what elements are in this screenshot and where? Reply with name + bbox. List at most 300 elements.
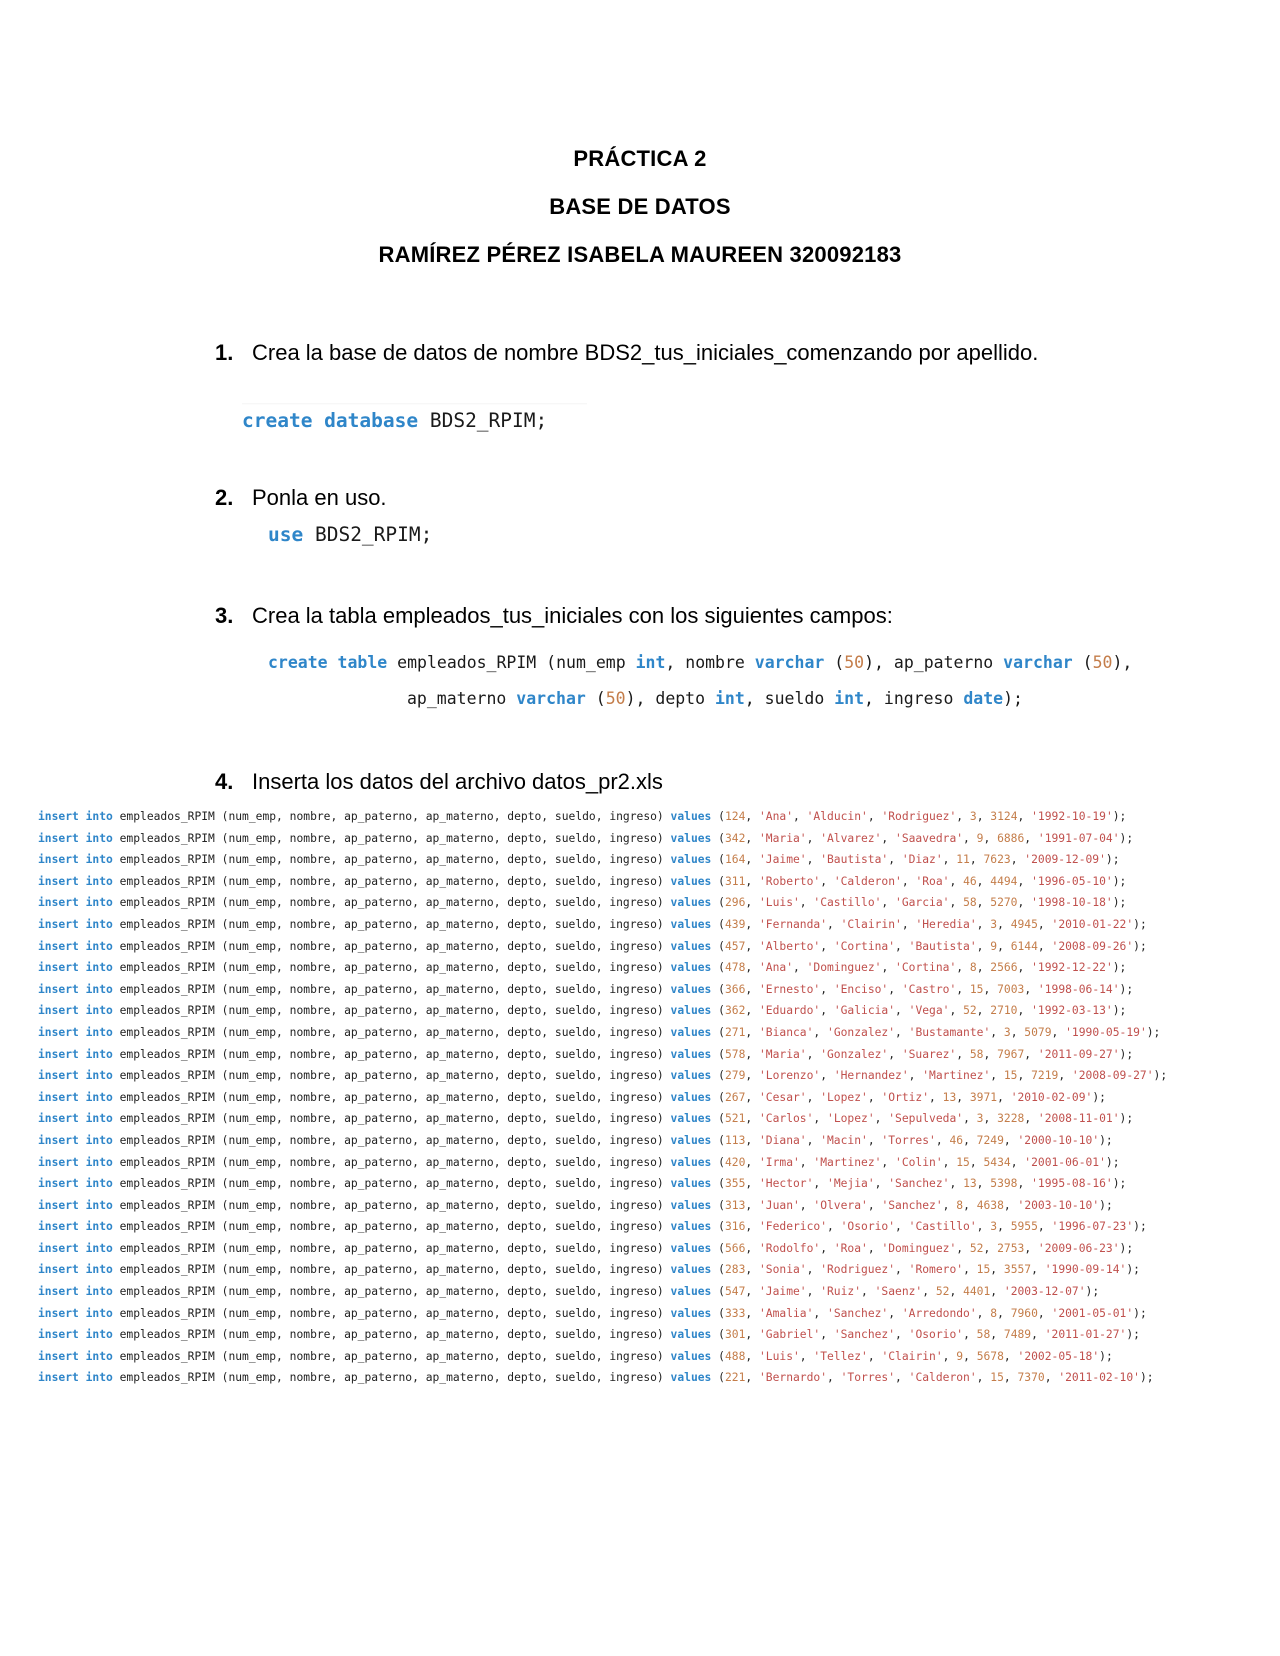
sql-string: 'Dominguez' xyxy=(806,961,882,975)
sql-punct: , xyxy=(976,1220,991,1234)
code-keyword: varchar xyxy=(516,689,586,708)
sql-punct: ); xyxy=(1133,1306,1147,1320)
sql-string: 'Torres' xyxy=(881,1133,936,1147)
sql-string: 'Suarez' xyxy=(901,1047,957,1061)
sql-punct: , xyxy=(997,1306,1011,1320)
sql-punct: , xyxy=(990,1263,1004,1277)
code-keyword: int xyxy=(714,689,745,708)
sql-keyword: values xyxy=(670,853,712,867)
sql-punct: , xyxy=(969,1155,984,1169)
sql-keyword: values xyxy=(670,961,712,975)
insert-statement xyxy=(38,1216,1167,1238)
code-keyword: int xyxy=(834,689,865,708)
sql-punct: , xyxy=(820,1241,834,1255)
sql-string: '2008-11-01' xyxy=(1037,1112,1120,1126)
sql-string: '2001-05-01' xyxy=(1051,1306,1134,1320)
sql-number: 362 xyxy=(724,1004,746,1018)
sql-punct: ( xyxy=(711,1177,725,1191)
sql-string: 'Colin' xyxy=(895,1155,943,1169)
sql-string: '1990-05-19' xyxy=(1065,1025,1147,1039)
sql-punct: , xyxy=(806,853,821,867)
sql-keyword: insert into xyxy=(38,1306,113,1320)
sql-punct: , xyxy=(1003,1198,1018,1212)
sql-keyword: insert into xyxy=(38,1155,113,1169)
sql-punct: , xyxy=(820,982,834,996)
sql-punct: , xyxy=(976,896,991,910)
code-token: , nombre xyxy=(665,653,755,672)
sql-table-columns: empleados_RPIM (num_emp, nombre, ap_paterno, ap_materno, depto, sueldo, ingreso) xyxy=(112,961,671,975)
sql-string: 'Sepulveda' xyxy=(888,1112,964,1126)
sql-punct: , xyxy=(949,1177,964,1191)
sql-punct: , xyxy=(820,1328,834,1342)
sql-string: 'Ortiz' xyxy=(881,1090,930,1104)
sql-string: 'Cortina' xyxy=(833,939,896,953)
sql-string: 'Saenz' xyxy=(874,1285,923,1299)
sql-punct: , xyxy=(745,831,759,845)
sql-punct: , xyxy=(963,1349,977,1363)
sql-string: 'Diaz' xyxy=(901,853,943,867)
sql-punct: , xyxy=(881,961,896,975)
step-text: Ponla en uso. xyxy=(252,485,387,510)
sql-punct: , xyxy=(806,1047,821,1061)
sql-punct: ( xyxy=(711,1241,725,1255)
insert-statement xyxy=(38,1044,1167,1066)
sql-number: 7489 xyxy=(1003,1328,1032,1342)
sql-punct: ( xyxy=(711,1133,725,1147)
sql-punct: , xyxy=(820,1004,834,1018)
sql-number: 311 xyxy=(724,874,746,888)
sql-number: 547 xyxy=(724,1285,746,1299)
sql-keyword: values xyxy=(670,1133,712,1147)
sql-punct: ( xyxy=(711,831,725,845)
sql-table-columns: empleados_RPIM (num_emp, nombre, ap_paterno, ap_materno, depto, sueldo, ingreso) xyxy=(112,896,671,910)
sql-punct: ( xyxy=(711,1263,725,1277)
sql-punct: , xyxy=(1017,961,1032,975)
sql-number: 124 xyxy=(724,810,746,823)
sql-number: 342 xyxy=(724,831,746,845)
insert-statement xyxy=(38,1130,1167,1152)
sql-string: 'Rodriguez' xyxy=(881,810,957,823)
sql-keyword: insert into xyxy=(38,1220,113,1234)
sql-string: 'Roberto' xyxy=(758,874,821,888)
sql-punct: , xyxy=(1024,1112,1038,1126)
sql-punct: , xyxy=(1017,1004,1032,1018)
sql-string: 'Gabriel' xyxy=(758,1328,821,1342)
code-token: 50 xyxy=(844,653,865,672)
sql-string: 'Sonia' xyxy=(758,1263,807,1277)
sql-number: 15 xyxy=(969,982,984,996)
code-keyword: date xyxy=(963,689,1004,708)
sql-punct: ( xyxy=(711,1090,725,1104)
step-text: Crea la base de datos de nombre BDS2_tus_iniciales_comenzando por apellido. xyxy=(252,340,1039,365)
sql-string: 'Rodolfo' xyxy=(758,1241,821,1255)
sql-number: 296 xyxy=(724,896,746,910)
sql-punct: , xyxy=(745,1328,759,1342)
sql-punct: ( xyxy=(711,1198,725,1212)
sql-punct: ); xyxy=(1112,874,1127,888)
sql-punct: , xyxy=(745,1090,759,1104)
sql-string: 'Heredia' xyxy=(915,917,977,931)
sql-number: 2710 xyxy=(990,1004,1018,1018)
sql-punct: ( xyxy=(711,1328,725,1342)
sql-string: 'Alberto' xyxy=(758,939,821,953)
sql-number: 46 xyxy=(963,874,977,888)
sql-punct: , xyxy=(1024,982,1038,996)
sql-number: 221 xyxy=(724,1371,746,1385)
sql-number: 6886 xyxy=(997,831,1025,845)
code-token: ( xyxy=(585,689,606,708)
sql-table-columns: empleados_RPIM (num_emp, nombre, ap_paterno, ap_materno, depto, sueldo, ingreso) xyxy=(112,1025,671,1039)
sql-punct: , xyxy=(1037,917,1052,931)
sql-keyword: insert into xyxy=(38,810,113,823)
sql-string: '2003-10-10' xyxy=(1017,1198,1100,1212)
sql-string: 'Roa' xyxy=(915,874,950,888)
sql-punct: , xyxy=(1037,1220,1052,1234)
sql-punct: , xyxy=(929,1090,943,1104)
insert-statement xyxy=(38,979,1167,1001)
sql-punct: , xyxy=(867,810,882,823)
sql-punct: , xyxy=(813,1177,828,1191)
sql-table-columns: empleados_RPIM (num_emp, nombre, ap_paterno, ap_materno, depto, sueldo, ingreso) xyxy=(112,1328,671,1342)
sql-string: '1998-06-14' xyxy=(1037,982,1120,996)
sql-string: 'Hernandez' xyxy=(833,1069,909,1083)
sql-punct: , xyxy=(949,896,964,910)
sql-punct: , xyxy=(745,1263,759,1277)
sql-table-columns: empleados_RPIM (num_emp, nombre, ap_paterno, ap_materno, depto, sueldo, ingreso) xyxy=(112,853,671,867)
page-subtitle: BASE DE DATOS xyxy=(549,194,731,219)
sql-string: '2011-09-27' xyxy=(1037,1047,1120,1061)
sql-string: 'Ana' xyxy=(758,810,793,823)
sql-string: 'Bautista' xyxy=(820,853,889,867)
sql-string: 'Castro' xyxy=(901,982,957,996)
sql-number: 478 xyxy=(724,961,746,975)
sql-punct: , xyxy=(881,1155,896,1169)
sql-keyword: values xyxy=(670,1025,712,1039)
sql-keyword: values xyxy=(670,1285,712,1299)
sql-number: 439 xyxy=(724,917,746,931)
sql-keyword: insert into xyxy=(38,1090,113,1104)
sql-number: 15 xyxy=(1003,1069,1018,1083)
sql-number: 4945 xyxy=(1010,917,1038,931)
sql-punct: , xyxy=(888,1047,902,1061)
insert-statement xyxy=(38,806,1167,828)
sql-punct: ( xyxy=(711,1112,725,1126)
insert-statement xyxy=(38,1022,1167,1044)
sql-table-columns: empleados_RPIM (num_emp, nombre, ap_paterno, ap_materno, depto, sueldo, ingreso) xyxy=(112,1349,671,1363)
sql-punct: , xyxy=(745,1285,759,1299)
sql-string: 'Martinez' xyxy=(922,1069,991,1083)
sql-string: 'Sanchez' xyxy=(888,1177,950,1191)
sql-punct: , xyxy=(976,874,991,888)
sql-string: 'Jaime' xyxy=(758,1285,807,1299)
sql-punct: , xyxy=(793,961,807,975)
sql-punct: , xyxy=(949,1004,964,1018)
sql-punct: , xyxy=(1031,1263,1045,1277)
sql-number: 457 xyxy=(724,939,746,953)
sql-number: 7249 xyxy=(976,1133,1004,1147)
sql-keyword: insert into xyxy=(38,1004,113,1018)
sql-punct: ( xyxy=(711,896,725,910)
sql-string: '2001-06-01' xyxy=(1024,1155,1106,1169)
sql-punct: , xyxy=(827,917,841,931)
insert-statement xyxy=(38,849,1167,871)
sql-string: 'Calderon' xyxy=(833,874,902,888)
sql-number: 566 xyxy=(724,1241,746,1255)
sql-string: 'Martinez' xyxy=(813,1155,882,1169)
code-token: , ingreso xyxy=(864,689,964,708)
sql-number: 7623 xyxy=(983,853,1011,867)
sql-punct: , xyxy=(888,1306,902,1320)
sql-string: '2000-10-10' xyxy=(1017,1133,1100,1147)
sql-table-columns: empleados_RPIM (num_emp, nombre, ap_paterno, ap_materno, depto, sueldo, ingreso) xyxy=(112,1241,671,1255)
insert-statement xyxy=(38,1152,1167,1174)
sql-keyword: values xyxy=(670,1177,712,1191)
sql-number: 333 xyxy=(724,1306,746,1320)
sql-string: 'Bernardo' xyxy=(758,1371,827,1385)
sql-keyword: values xyxy=(670,810,712,823)
sql-punct: ( xyxy=(711,1155,725,1169)
sql-string: 'Torres' xyxy=(840,1371,896,1385)
sql-punct: ); xyxy=(1139,1371,1154,1385)
sql-string: '2009-12-09' xyxy=(1024,853,1106,867)
sql-punct: , xyxy=(1010,1025,1025,1039)
sql-punct: , xyxy=(942,1155,957,1169)
sql-string: '2011-01-27' xyxy=(1044,1328,1127,1342)
insert-statement xyxy=(38,1303,1167,1325)
sql-number: 58 xyxy=(969,1047,984,1061)
code-token: ); xyxy=(1003,689,1023,708)
sql-number: 52 xyxy=(963,1004,977,1018)
sql-string: 'Dominguez' xyxy=(881,1241,957,1255)
sql-number: 15 xyxy=(990,1371,1004,1385)
sql-string: 'Fernanda' xyxy=(758,917,827,931)
sql-punct: , xyxy=(990,1025,1004,1039)
sql-string: 'Olvera' xyxy=(813,1198,868,1212)
sql-punct: , xyxy=(806,1285,821,1299)
step-number: 2. xyxy=(215,485,234,510)
sql-table-columns: empleados_RPIM (num_emp, nombre, ap_paterno, ap_materno, depto, sueldo, ingreso) xyxy=(112,917,671,931)
sql-number: 113 xyxy=(724,1133,746,1147)
sql-punct: , xyxy=(922,1285,936,1299)
sql-punct: , xyxy=(976,810,991,823)
code-token: ( xyxy=(824,653,845,672)
step-number: 3. xyxy=(215,603,234,628)
sql-punct: ); xyxy=(1119,1241,1134,1255)
sql-punct: , xyxy=(949,1285,964,1299)
sql-punct: ( xyxy=(711,917,725,931)
sql-punct: , xyxy=(1044,1371,1059,1385)
sql-keyword: values xyxy=(670,1349,712,1363)
sql-number: 46 xyxy=(949,1133,964,1147)
step-text: Crea la tabla empleados_tus_iniciales con los siguientes campos: xyxy=(252,603,893,628)
code-keyword: create table xyxy=(268,653,388,672)
sql-punct: , xyxy=(976,1371,991,1385)
sql-punct: , xyxy=(956,961,970,975)
sql-number: 52 xyxy=(935,1285,950,1299)
sql-punct: ); xyxy=(1105,853,1120,867)
sql-punct: , xyxy=(990,1285,1004,1299)
sql-number: 7370 xyxy=(1017,1371,1045,1385)
sql-punct: , xyxy=(895,1220,909,1234)
sql-number: 58 xyxy=(963,896,977,910)
sql-string: 'Osorio' xyxy=(908,1328,964,1342)
sql-keyword: values xyxy=(670,831,712,845)
sql-punct: , xyxy=(881,896,896,910)
step-2 xyxy=(215,483,1075,513)
insert-statement xyxy=(38,1367,1167,1389)
sql-keyword: values xyxy=(670,1112,712,1126)
sql-string: 'Bianca' xyxy=(758,1025,814,1039)
sql-punct: , xyxy=(745,1025,759,1039)
sql-string: 'Cesar' xyxy=(758,1090,807,1104)
sql-punct: , xyxy=(745,961,759,975)
sql-number: 5398 xyxy=(990,1177,1018,1191)
sql-string: '1992-03-13' xyxy=(1031,1004,1113,1018)
sql-keyword: values xyxy=(670,1306,712,1320)
insert-statement xyxy=(38,1065,1167,1087)
sql-number: 7003 xyxy=(997,982,1025,996)
sql-punct: , xyxy=(745,1177,759,1191)
sql-punct: , xyxy=(1003,1371,1018,1385)
step-1 xyxy=(215,338,1075,368)
sql-number: 578 xyxy=(724,1047,746,1061)
sql-string: 'Bustamante' xyxy=(908,1025,991,1039)
page-title: PRÁCTICA 2 xyxy=(573,146,707,171)
sql-punct: ); xyxy=(1092,1090,1106,1104)
sql-punct: , xyxy=(976,1177,991,1191)
sql-number: 3 xyxy=(976,1112,984,1126)
sql-punct: , xyxy=(895,939,909,953)
sql-keyword: insert into xyxy=(38,1285,113,1299)
sql-string: 'Alducin' xyxy=(806,810,868,823)
sql-number: 488 xyxy=(724,1349,746,1363)
sql-punct: , xyxy=(1010,853,1025,867)
sql-punct: , xyxy=(1024,1047,1038,1061)
sql-punct: , xyxy=(888,853,902,867)
sql-punct: , xyxy=(745,896,759,910)
sql-punct: , xyxy=(799,1198,814,1212)
sql-punct: , xyxy=(745,1133,759,1147)
sql-string: '2008-09-26' xyxy=(1051,939,1134,953)
sql-punct: , xyxy=(990,1069,1004,1083)
sql-string: 'Jaime' xyxy=(758,853,807,867)
sql-punct: , xyxy=(745,1155,759,1169)
sql-number: 313 xyxy=(724,1198,746,1212)
sql-punct: , xyxy=(1058,1069,1072,1083)
sql-string: 'Enciso' xyxy=(833,982,889,996)
sql-number: 3 xyxy=(990,917,998,931)
sql-table-columns: empleados_RPIM (num_emp, nombre, ap_paterno, ap_materno, depto, sueldo, ingreso) xyxy=(112,939,671,953)
sql-punct: , xyxy=(745,1112,759,1126)
insert-statement xyxy=(38,1000,1167,1022)
sql-table-columns: empleados_RPIM (num_emp, nombre, ap_paterno, ap_materno, depto, sueldo, ingreso) xyxy=(112,1090,671,1104)
sql-punct: , xyxy=(1017,810,1032,823)
sql-punct: , xyxy=(820,1069,834,1083)
sql-punct: , xyxy=(867,1241,882,1255)
sql-string: 'Garcia' xyxy=(895,896,950,910)
sql-string: 'Gonzalez' xyxy=(827,1025,896,1039)
sql-number: 8 xyxy=(990,1306,998,1320)
sql-table-columns: empleados_RPIM (num_emp, nombre, ap_paterno, ap_materno, depto, sueldo, ingreso) xyxy=(112,1155,671,1169)
sql-table-columns: empleados_RPIM (num_emp, nombre, ap_paterno, ap_materno, depto, sueldo, ingreso) xyxy=(112,1004,671,1018)
sql-punct: , xyxy=(1037,939,1052,953)
step-number: 4. xyxy=(215,769,234,794)
sql-string: 'Lopez' xyxy=(820,1090,868,1104)
sql-punct: , xyxy=(956,1047,970,1061)
sql-punct: , xyxy=(895,1263,909,1277)
insert-statement xyxy=(38,892,1167,914)
code-token: ap_materno xyxy=(407,689,517,708)
insert-statement xyxy=(38,1173,1167,1195)
sql-keyword: insert into xyxy=(38,896,113,910)
insert-statement xyxy=(38,957,1167,979)
code-token: ), depto xyxy=(625,689,715,708)
sql-keyword: values xyxy=(670,896,712,910)
sql-number: 8 xyxy=(969,961,977,975)
sql-number: 4638 xyxy=(976,1198,1004,1212)
sql-punct: , xyxy=(1017,1177,1032,1191)
sql-number: 5270 xyxy=(990,896,1018,910)
sql-number: 3124 xyxy=(990,810,1018,823)
sql-keyword: values xyxy=(670,1220,712,1234)
sql-table-columns: empleados_RPIM (num_emp, nombre, ap_paterno, ap_materno, depto, sueldo, ingreso) xyxy=(112,1285,671,1299)
sql-string: '1992-10-19' xyxy=(1031,810,1113,823)
sql-punct: , xyxy=(976,917,991,931)
sql-punct: , xyxy=(983,1112,998,1126)
sql-number: 5079 xyxy=(1024,1025,1052,1039)
sql-punct: , xyxy=(997,1220,1011,1234)
sql-punct: , xyxy=(908,1069,923,1083)
sql-punct: , xyxy=(942,1198,957,1212)
sql-string: 'Hector' xyxy=(758,1177,814,1191)
sql-punct: ( xyxy=(711,1025,725,1039)
sql-keyword: insert into xyxy=(38,1047,113,1061)
code-token: 50 xyxy=(1092,653,1113,672)
insert-statement xyxy=(38,1346,1167,1368)
sql-keyword: insert into xyxy=(38,982,113,996)
sql-punct: ); xyxy=(1112,1177,1127,1191)
sql-punct: , xyxy=(949,874,964,888)
sql-punct: , xyxy=(935,1133,950,1147)
sql-punct: ); xyxy=(1099,1133,1113,1147)
sql-string: 'Saavedra' xyxy=(895,831,964,845)
sql-punct: ( xyxy=(711,1004,725,1018)
sql-punct: ); xyxy=(1112,961,1127,975)
sql-keyword: values xyxy=(670,982,712,996)
sql-punct: ); xyxy=(1119,831,1134,845)
sql-string: 'Calderon' xyxy=(908,1371,977,1385)
sql-punct: ( xyxy=(711,982,725,996)
sql-keyword: insert into xyxy=(38,939,113,953)
sql-string: '1990-09-14' xyxy=(1044,1263,1127,1277)
sql-keyword: insert into xyxy=(38,961,113,975)
sql-keyword: values xyxy=(670,1047,712,1061)
insert-statement xyxy=(38,914,1167,936)
sql-string: '2009-06-23' xyxy=(1037,1241,1120,1255)
sql-number: 5434 xyxy=(983,1155,1011,1169)
sql-punct: , xyxy=(1037,1306,1052,1320)
sql-number: 5955 xyxy=(1010,1220,1038,1234)
sql-number: 13 xyxy=(963,1177,977,1191)
sql-punct: , xyxy=(963,1133,977,1147)
sql-punct: , xyxy=(983,831,998,845)
sql-number: 9 xyxy=(956,1349,964,1363)
sql-string: 'Lopez' xyxy=(827,1112,875,1126)
insert-statement xyxy=(38,1087,1167,1109)
sql-punct: , xyxy=(745,1004,759,1018)
sql-punct: ); xyxy=(1133,1220,1147,1234)
sql-keyword: insert into xyxy=(38,853,113,867)
